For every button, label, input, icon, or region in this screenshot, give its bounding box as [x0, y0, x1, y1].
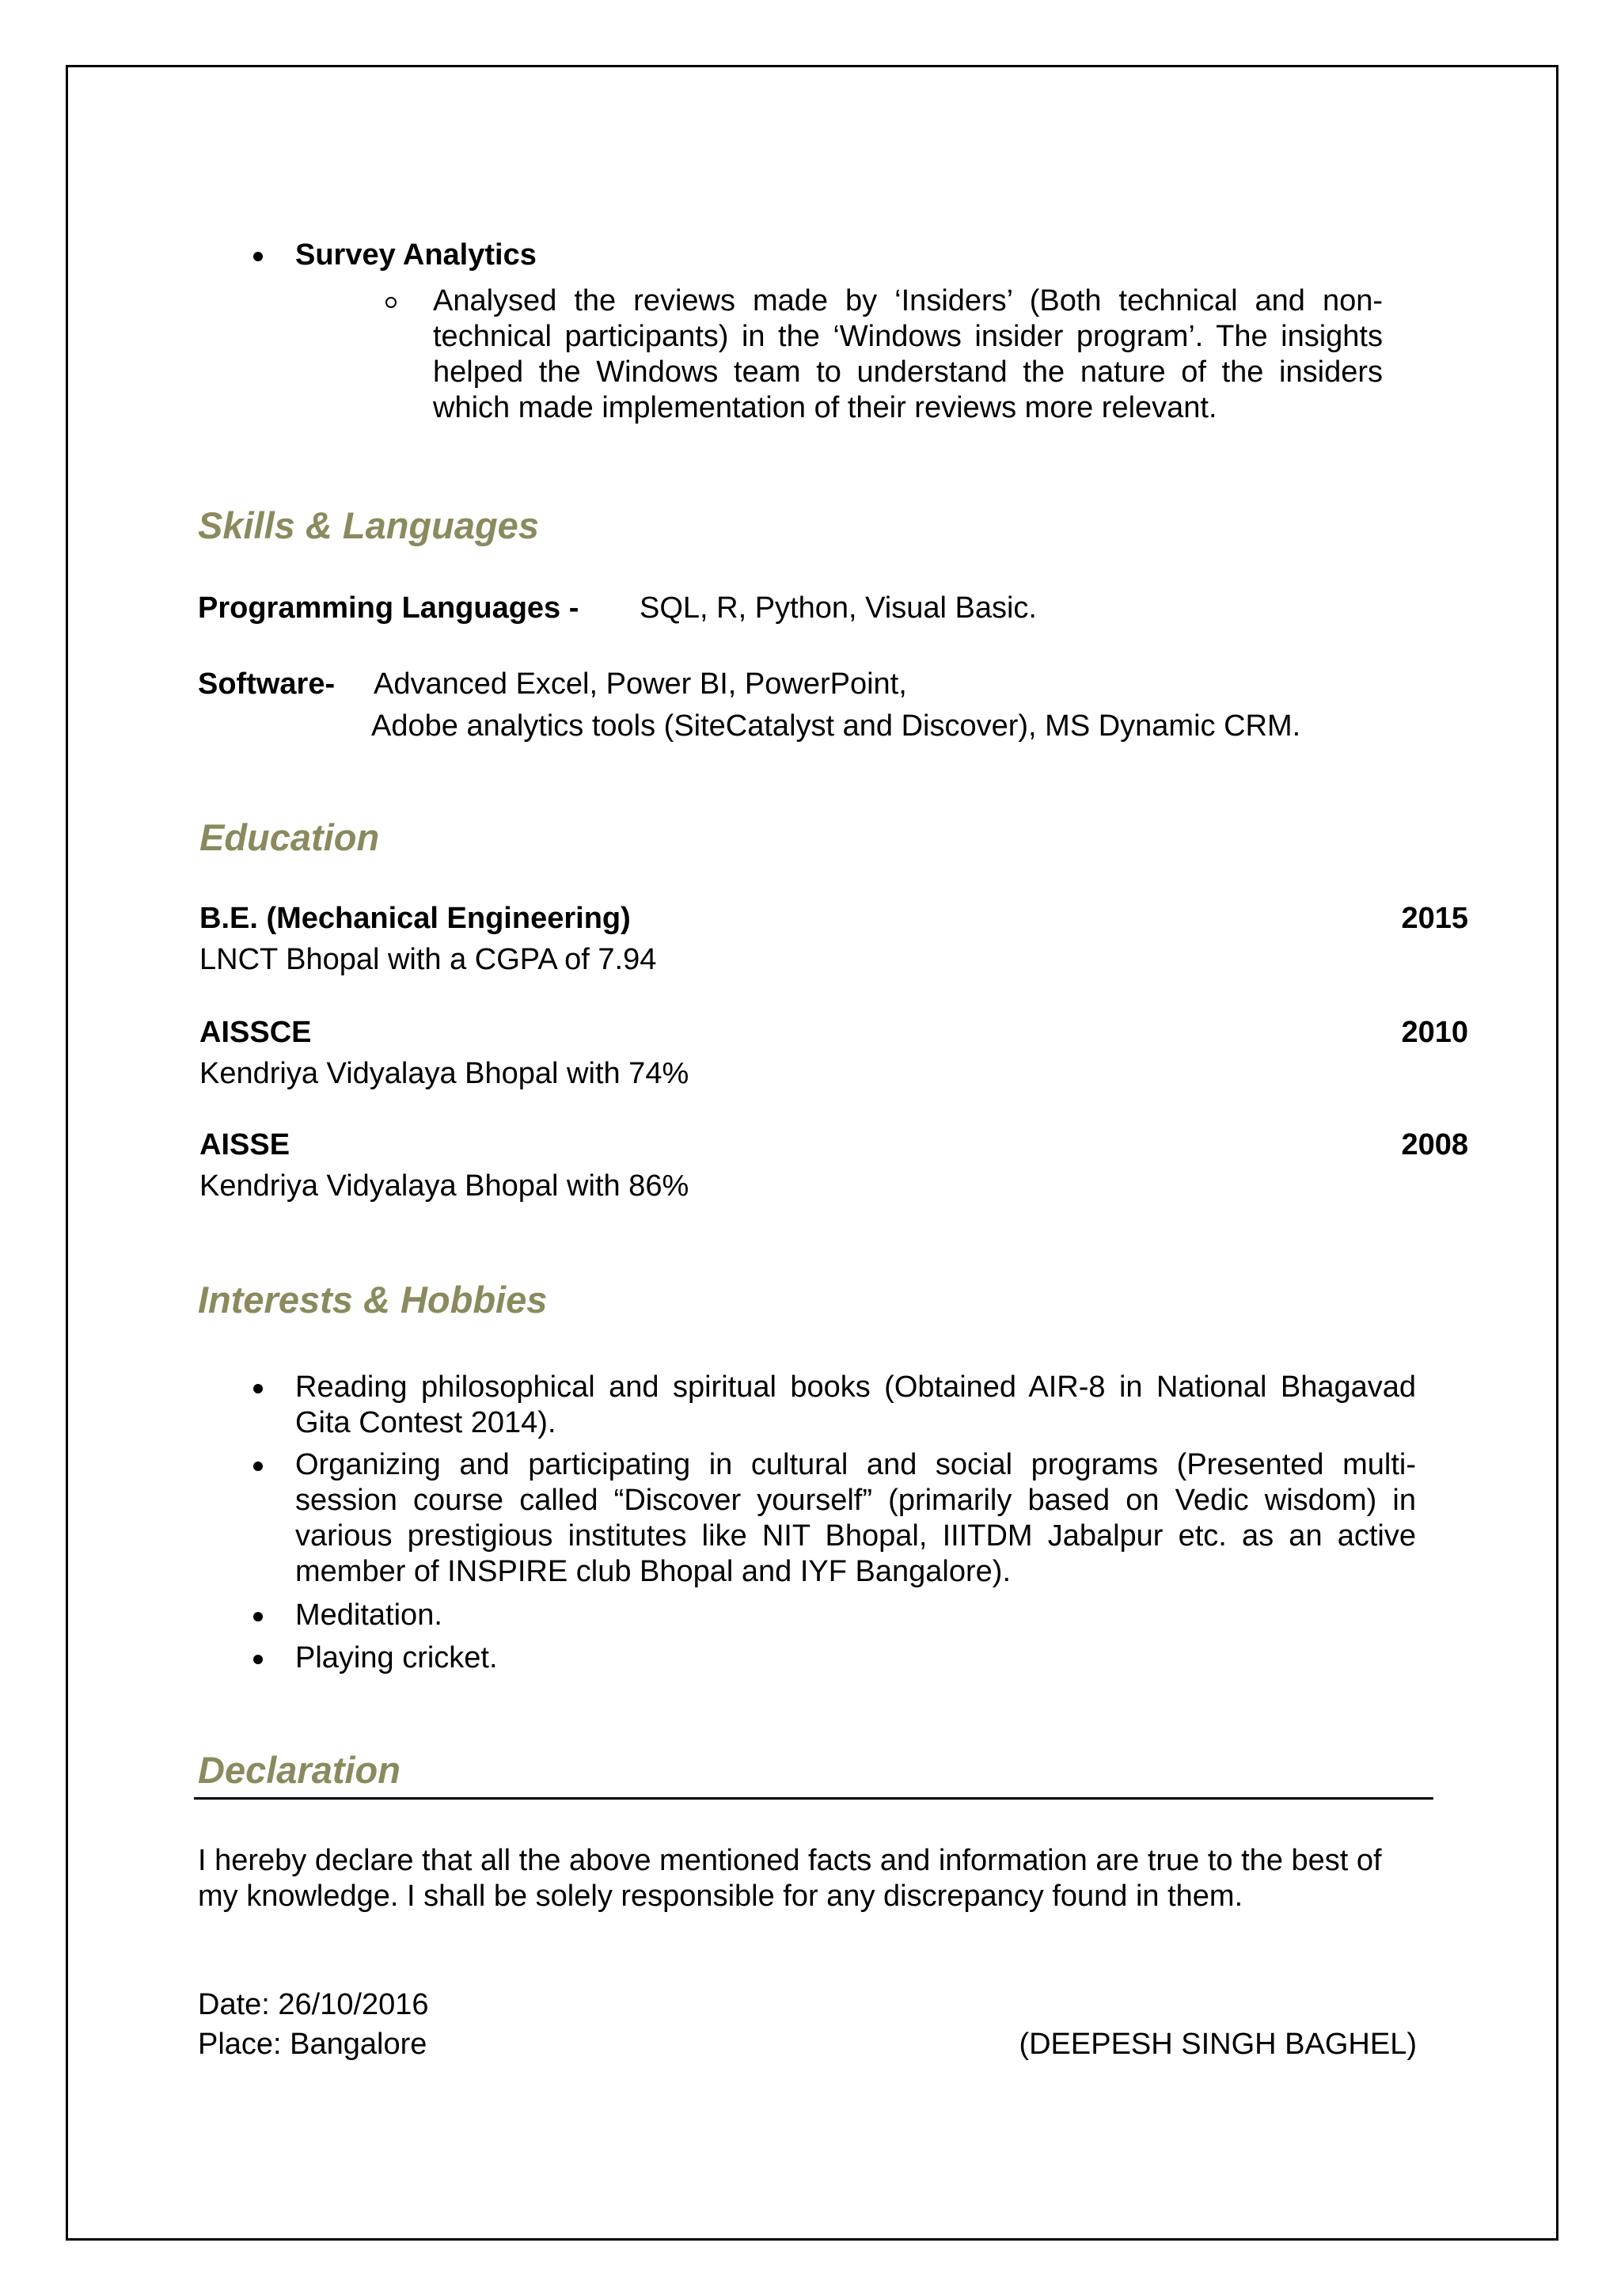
interest-item: Meditation.: [295, 1598, 442, 1632]
programming-value: SQL, R, Python, Visual Basic.: [640, 591, 1037, 625]
declaration-heading: Declaration: [198, 1749, 401, 1791]
survey-title: Survey Analytics: [295, 238, 537, 272]
education-degree: AISSCE: [199, 1016, 312, 1049]
education-degree: B.E. (Mechanical Engineering): [199, 902, 631, 935]
bullet-interest: [253, 1612, 263, 1621]
education-detail: LNCT Bhopal with a CGPA of 7.94: [199, 943, 657, 976]
survey-description: Analysed the reviews made by ‘Insiders’ (Both technical and non-technical participants) in the ‘Windows insider program’. The insights helped the Windows team to understand the nature of the insiders which made implementation of their reviews more relevant.: [433, 284, 1383, 424]
interests-heading: Interests & Hobbies: [198, 1279, 548, 1321]
declaration-date: Date: 26/10/2016: [198, 1988, 429, 2021]
education-detail: Kendriya Vidyalaya Bhopal with 86%: [199, 1169, 689, 1203]
declaration-place: Place: Bangalore: [198, 2028, 427, 2061]
education-detail: Kendriya Vidyalaya Bhopal with 74%: [199, 1057, 689, 1090]
signature-name: (DEEPESH SINGH BAGHEL): [1019, 2028, 1417, 2061]
interest-item: Reading philosophical and spiritual books (Obtained AIR-8 in National Bhagavad Gita Contest 2014).: [295, 1370, 1416, 1439]
software-label: Software-: [198, 667, 336, 701]
declaration-text: I hereby declare that all the above mentioned facts and information are true to the best of my knowledge. I shall be solely responsible for any discrepancy found in them.: [198, 1844, 1382, 1913]
education-year: 2015: [1401, 902, 1468, 935]
interest-item: Organizing and participating in cultural and social programs (Presented multi-session course called “Discover yourself” (primarily based on Vedic wisdom) in various prestigious institutes like NIT Bhopal, IIITDM Jabalpur etc. as an active member of INSPIRE club Bhopal and IYF Bangalore).: [295, 1448, 1416, 1588]
software-line1: Advanced Excel, Power BI, PowerPoint,: [374, 667, 907, 701]
bullet-interest: [253, 1655, 263, 1664]
skills-heading: Skills & Languages: [198, 504, 539, 546]
sub-bullet-survey: [385, 297, 397, 308]
bullet-interest: [253, 1462, 263, 1471]
programming-label: Programming Languages -: [198, 591, 579, 625]
interest-item: Playing cricket.: [295, 1641, 498, 1674]
education-year: 2008: [1401, 1128, 1468, 1161]
education-heading: Education: [199, 816, 380, 858]
education-degree: AISSE: [199, 1128, 290, 1161]
declaration-divider: [194, 1797, 1433, 1800]
bullet-survey: [253, 252, 263, 261]
education-year: 2010: [1401, 1016, 1468, 1049]
software-line2: Adobe analytics tools (SiteCatalyst and Discover), MS Dynamic CRM.: [371, 709, 1301, 743]
bullet-interest: [253, 1384, 263, 1393]
